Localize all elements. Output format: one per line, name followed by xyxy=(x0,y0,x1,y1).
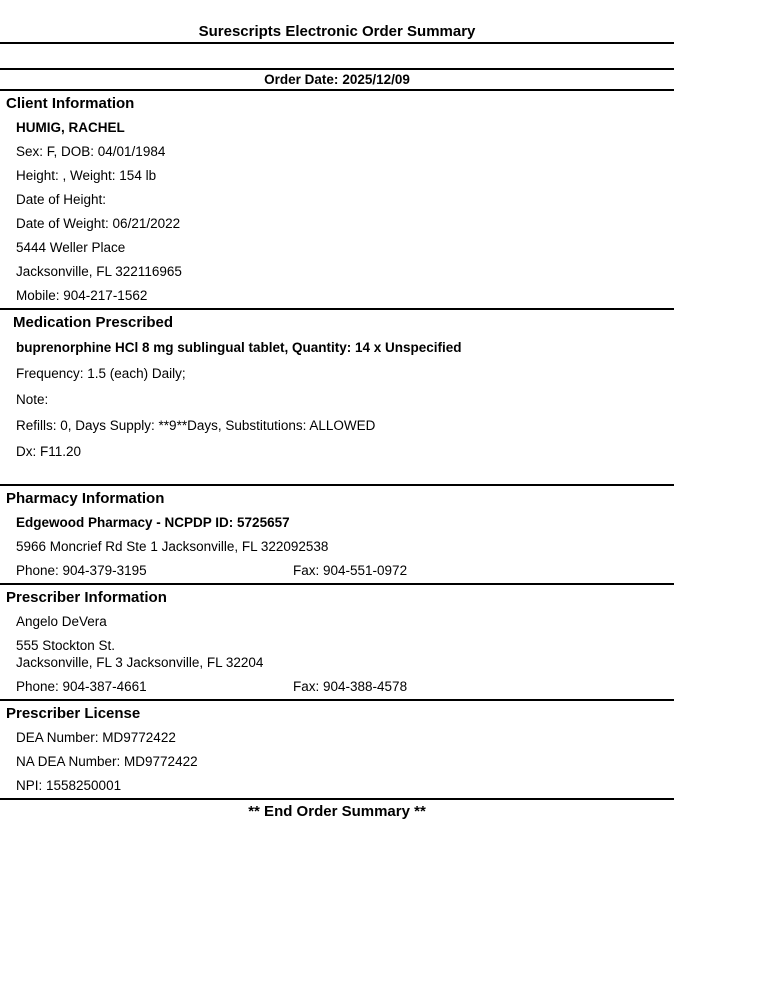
npi-number: NPI: 1558250001 xyxy=(16,778,122,793)
pharmacy-information-heading: Pharmacy Information xyxy=(6,490,165,507)
prescriber-address-line1: 555 Stockton St. xyxy=(16,638,116,653)
page-title: Surescripts Electronic Order Summary xyxy=(198,23,476,40)
na-dea-number: NA DEA Number: MD9772422 xyxy=(16,754,198,769)
pharmacy-address: 5966 Moncrief Rd Ste 1 Jacksonville, FL 322092538 xyxy=(16,539,329,554)
patient-mobile: Mobile: 904-217-1562 xyxy=(16,288,148,303)
prescriber-license-heading: Prescriber License xyxy=(6,705,141,722)
blank-row xyxy=(0,44,674,70)
patient-address-city: Jacksonville, FL 322116965 xyxy=(16,264,182,279)
medication-prescribed-heading: Medication Prescribed xyxy=(13,314,174,331)
patient-sex-dob: Sex: F, DOB: 04/01/1984 xyxy=(16,144,166,159)
pharmacy-contact-row xyxy=(0,559,674,583)
prescriber-information-heading: Prescriber Information xyxy=(6,589,167,606)
medication-dx: Dx: F11.20 xyxy=(16,444,82,459)
medication-refills-supply: Refills: 0, Days Supply: **9**Days, Substitutions: ALLOWED xyxy=(16,418,376,433)
order-date-label: Order Date: xyxy=(264,72,339,87)
document-header xyxy=(0,0,674,44)
medication-frequency: Frequency: 1.5 (each) Daily; xyxy=(16,366,186,381)
patient-name: HUMIG, RACHEL xyxy=(16,120,125,135)
pharmacy-information-section xyxy=(0,486,674,585)
order-date-row xyxy=(0,70,674,91)
client-information-section xyxy=(0,91,674,310)
medication-name-quantity: buprenorphine HCl 8 mg sublingual tablet, Quantity: 14 x Unspecified xyxy=(16,340,462,355)
patient-date-of-height: Date of Height: xyxy=(16,192,107,207)
pharmacy-fax: Fax: 904-551-0972 xyxy=(293,563,408,578)
client-information-heading: Client Information xyxy=(6,95,135,112)
end-order-summary-marker: ** End Order Summary ** xyxy=(248,803,426,820)
order-date-value: 2025/12/09 xyxy=(342,72,410,87)
medication-note: Note: xyxy=(16,392,49,407)
prescriber-phone: Phone: 904-387-4661 xyxy=(16,679,147,694)
prescriber-address-block xyxy=(0,634,674,675)
prescriber-license-section xyxy=(0,701,674,800)
prescriber-contact-row xyxy=(0,675,674,699)
patient-address-street: 5444 Weller Place xyxy=(16,240,126,255)
dea-number: DEA Number: MD9772422 xyxy=(16,730,176,745)
prescriber-name: Angelo DeVera xyxy=(16,614,107,629)
medication-prescribed-section xyxy=(0,310,674,486)
prescriber-fax: Fax: 904-388-4578 xyxy=(293,679,408,694)
patient-date-of-weight: Date of Weight: 06/21/2022 xyxy=(16,216,181,231)
prescriber-address-line2: Jacksonville, FL 3 Jacksonville, FL 32204 xyxy=(16,655,264,670)
patient-height-weight: Height: , Weight: 154 lb xyxy=(16,168,157,183)
pharmacy-phone: Phone: 904-379-3195 xyxy=(16,563,147,578)
prescriber-information-section xyxy=(0,585,674,701)
pharmacy-name-ncpdp: Edgewood Pharmacy - NCPDP ID: 5725657 xyxy=(16,515,290,530)
